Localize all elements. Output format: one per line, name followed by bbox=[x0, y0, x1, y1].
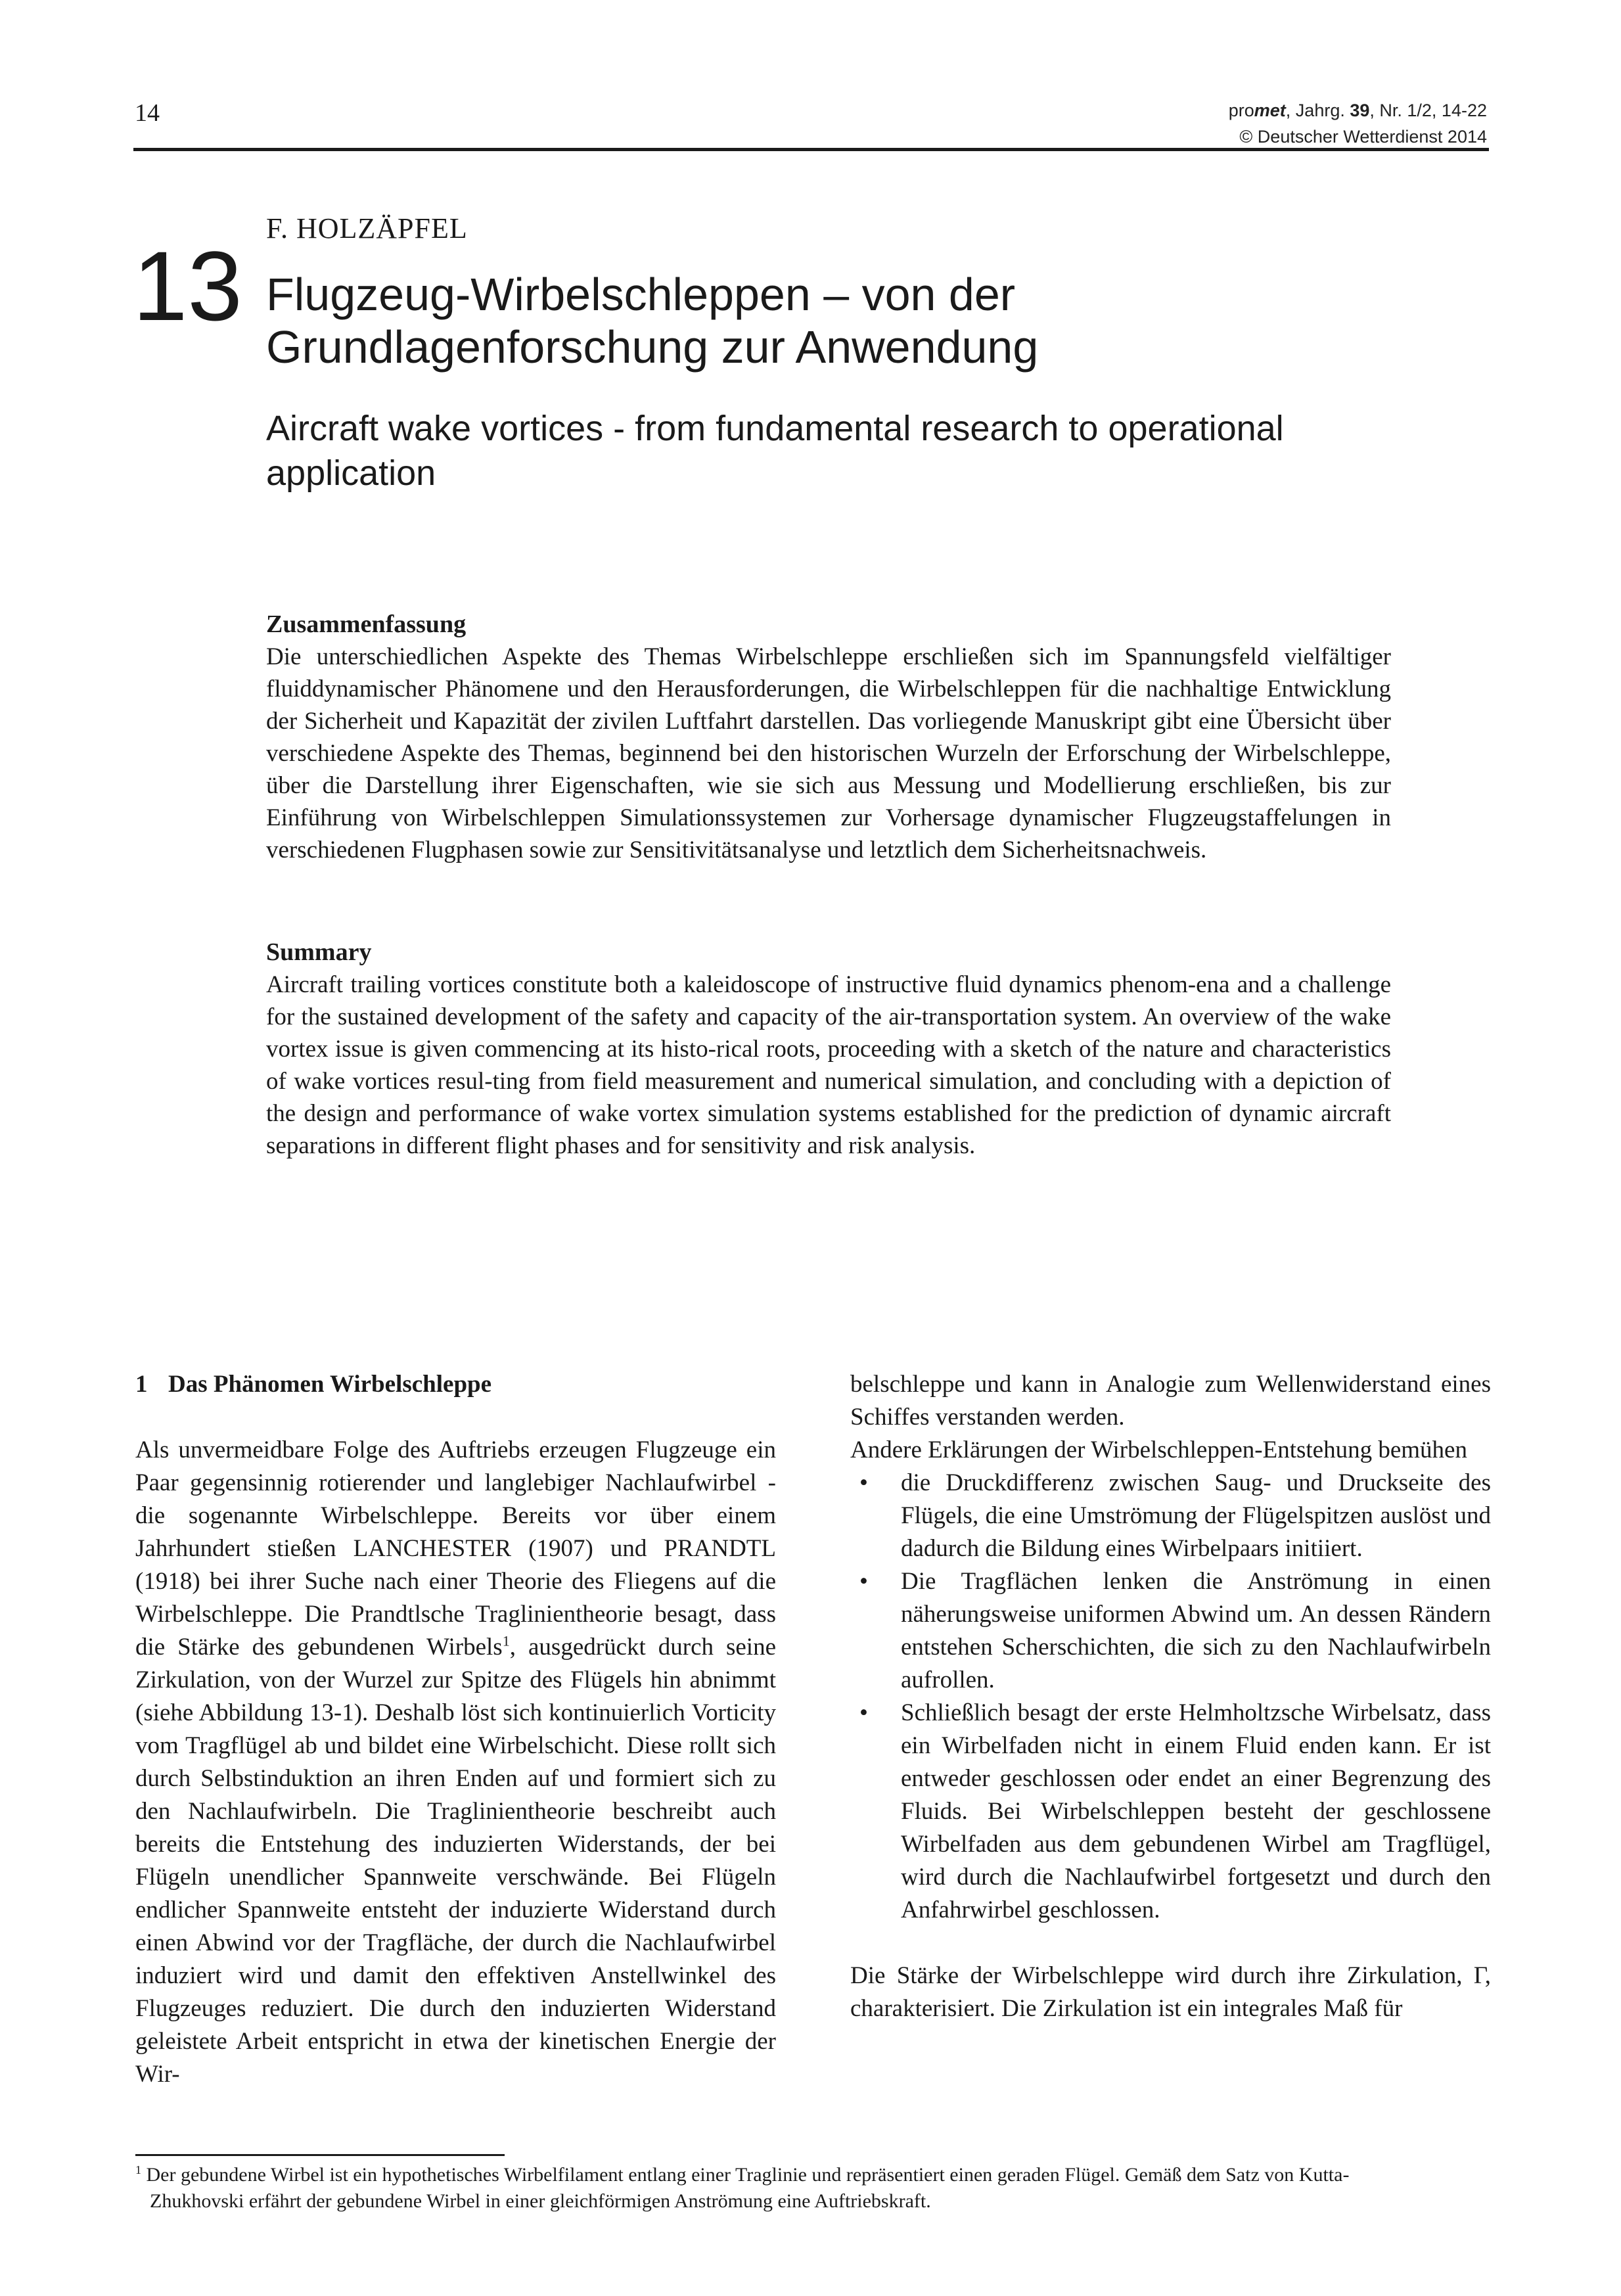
summary-heading: Summary bbox=[266, 938, 372, 966]
subtitle-line: Aircraft wake vortices - from fundamental research to operational bbox=[266, 409, 1284, 448]
list-item bbox=[850, 1565, 1491, 1697]
journal-reference bbox=[1229, 97, 1487, 150]
page-number: 14 bbox=[135, 99, 160, 127]
bullet-list bbox=[850, 1467, 1491, 1927]
section-heading bbox=[135, 1368, 776, 1401]
list-item-text: Schließlich besagt der erste Helmholtzsche Wirbelsatz, dass ein Wirbelfaden nicht in einem Fluid enden kann. Er ist entweder geschlossen oder endet an einer Begrenzung des Fluids. Bei Wirbelschleppen besteht der geschlossene Wirbelfaden aus dem gebundenen Wirbel am Tragflügel, wird durch die Nachlaufwirbel fortgesetzt und durch den Anfahrwirbel geschlossen. bbox=[901, 1699, 1491, 1923]
footnote-reference: 1 bbox=[502, 1632, 510, 1649]
footnote-rule bbox=[135, 2154, 505, 2156]
list-item bbox=[850, 1467, 1491, 1565]
footnote-text: Der gebundene Wirbel ist ein hypothetisches Wirbelfilament entlang einer Traglinie und repräsentiert einen geraden Flügel. Gemäß dem Satz von Kutta- bbox=[141, 2164, 1350, 2186]
paragraph: Die Stärke der Wirbelschleppe wird durch ihre Zirkulation, Γ, charakterisiert. Die Zirkulation ist ein integrales Maß für bbox=[850, 1962, 1491, 2022]
paragraph-text: Als unvermeidbare Folge des Auftriebs erzeugen Flugzeuge ein Paar gegensinnig rotierender und langlebiger Nachlaufwirbel - die sogenannte Wirbelschleppe. Bereits vor über einem Jahrhundert stießen LANCHESTER (1907) und PRANDTL (1918) bei ihrer Suche nach einer Theorie des Fliegens auf die Wirbelschleppe. Die Prandtlsche Traglinientheorie besagt, dass die Stärke des gebundenen Wirbels bbox=[135, 1436, 776, 1661]
paragraph: belschleppe und kann in Analogie zum Wellenwiderstand eines Schiffes verstanden werden. bbox=[850, 1371, 1491, 1431]
journal-name-italic: met bbox=[1254, 101, 1286, 120]
left-column bbox=[135, 1368, 776, 2091]
journal-year: , Jahrg. bbox=[1285, 101, 1350, 120]
zusammenfassung-text: Die unterschiedlichen Aspekte des Themas Wirbelschleppe erschließen sich im Spannungsfeld vielfältiger fluiddynamischer Phänomene und den Herausforderungen, die Wirbelschleppen für die nachhaltige Entwicklung der Sicherheit und Kapazität der zivilen Luftfahrt darstellen. Das vorliegende Manuskript gibt eine Übersicht über verschiedene Aspekte des Themas, beginnend bei den historischen Wurzeln der Erforschung der Wirbelschleppe, über die Darstellung ihrer Eigenschaften, wie sie sich aus Messung und Modellierung erschließen, bis zur Einführung von Wirbelschleppen Simulationssystemen zur Vorhersage dynamischer Flugzeugstaffelungen in verschiedenen Flugphasen sowie zur Sensitivitätsanalyse und letztlich dem Sicherheitsnachweis. bbox=[266, 643, 1391, 863]
footnote bbox=[135, 2162, 1489, 2215]
zusammenfassung-heading: Zusammenfassung bbox=[266, 610, 467, 638]
paragraph-gap bbox=[850, 1927, 1491, 1960]
footnote-line bbox=[135, 2162, 1489, 2188]
bullet-icon: • bbox=[859, 1469, 868, 1496]
journal-citation bbox=[1229, 97, 1487, 124]
article-title bbox=[266, 268, 1482, 373]
chapter-number: 13 bbox=[133, 231, 242, 341]
title-line: Flugzeug-Wirbelschleppen – von der bbox=[266, 269, 1016, 320]
summary-text: Aircraft trailing vortices constitute both a kaleidoscope of instructive fluid dynamics phenom-ena and a challenge for the sustained development of the safety and capacity of the air-transportation system. An overview of the wake vortex issue is given commencing at its histo-rical roots, proceeding with a sketch of the nature and characteristics of wake vortices resul-ting from field measurement and numerical simulation, and concluding with a depiction of the design and performance of wake vortex simulation systems established for the prediction of dynamic aircraft separations in different flight phases and for sensitivity and risk analysis. bbox=[266, 971, 1391, 1159]
journal-volume: 39 bbox=[1350, 101, 1370, 120]
footnote-marker: 1 bbox=[135, 2163, 141, 2176]
journal-name-prefix: pro bbox=[1228, 101, 1254, 120]
list-item-text: die Druckdifferenz zwischen Saug- und Druckseite des Flügels, die eine Umströmung der Flügelspitzen auslöst und dadurch die Bildung eines Wirbelpaars initiiert. bbox=[901, 1469, 1491, 1562]
subtitle-line: application bbox=[266, 453, 436, 493]
journal-issue: , Nr. 1/2, 14-22 bbox=[1369, 101, 1487, 120]
header-rule bbox=[133, 148, 1489, 151]
list-item-text: Die Tragflächen lenken die Anströmung in einen näherungsweise uniformen Abwind um. An dessen Rändern entstehen Scherschichten, die sich zu den Nachlaufwirbeln aufrollen. bbox=[901, 1568, 1491, 1693]
paragraph bbox=[135, 1434, 776, 2091]
author: F. HOLZÄPFEL bbox=[266, 212, 468, 244]
article-subtitle bbox=[266, 406, 1482, 495]
paragraph: Andere Erklärungen der Wirbelschleppen-Entstehung bemühen bbox=[850, 1436, 1467, 1463]
bullet-icon: • bbox=[859, 1568, 868, 1595]
right-column bbox=[850, 1368, 1491, 2025]
title-line: Grundlagenforschung zur Anwendung bbox=[266, 321, 1039, 373]
footnote-line: Zhukhovski erfährt der gebundene Wirbel in einer gleichförmigen Anströmung eine Auftriebskraft. bbox=[150, 2190, 931, 2212]
section-title: Das Phänomen Wirbelschleppe bbox=[168, 1371, 492, 1398]
list-item bbox=[850, 1697, 1491, 1927]
section-number: 1 bbox=[135, 1371, 148, 1398]
bullet-icon: • bbox=[859, 1699, 868, 1726]
copyright: © Deutscher Wetterdienst 2014 bbox=[1239, 127, 1487, 147]
paragraph-text: , ausgedrückt durch seine Zirkulation, von der Wurzel zur Spitze des Flügels hin abnimmt (siehe Abbildung 13-1). Deshalb löst sich kontinuierlich Vorticity vom Tragflügel ab und bildet eine Wirbelschicht. Diese rollt sich durch Selbstinduktion an ihren Enden auf und formiert sich zu den Nachlaufwirbeln. Die Traglinientheorie beschreibt auch bereits die Entstehung des induzierten Widerstands, der bei Flügeln unendlicher Spannweite verschwände. Bei Flügeln endlicher Spannweite entsteht der induzierte Widerstand durch einen Abwind vor der Tragfläche, der durch die Nachlaufwirbel induziert wird und damit den effektiven Anstellwinkel des Flugzeuges reduziert. Die durch den induzierten Widerstand geleistete Arbeit entspricht in etwa der kinetischen Energie der Wir- bbox=[135, 1634, 776, 2088]
